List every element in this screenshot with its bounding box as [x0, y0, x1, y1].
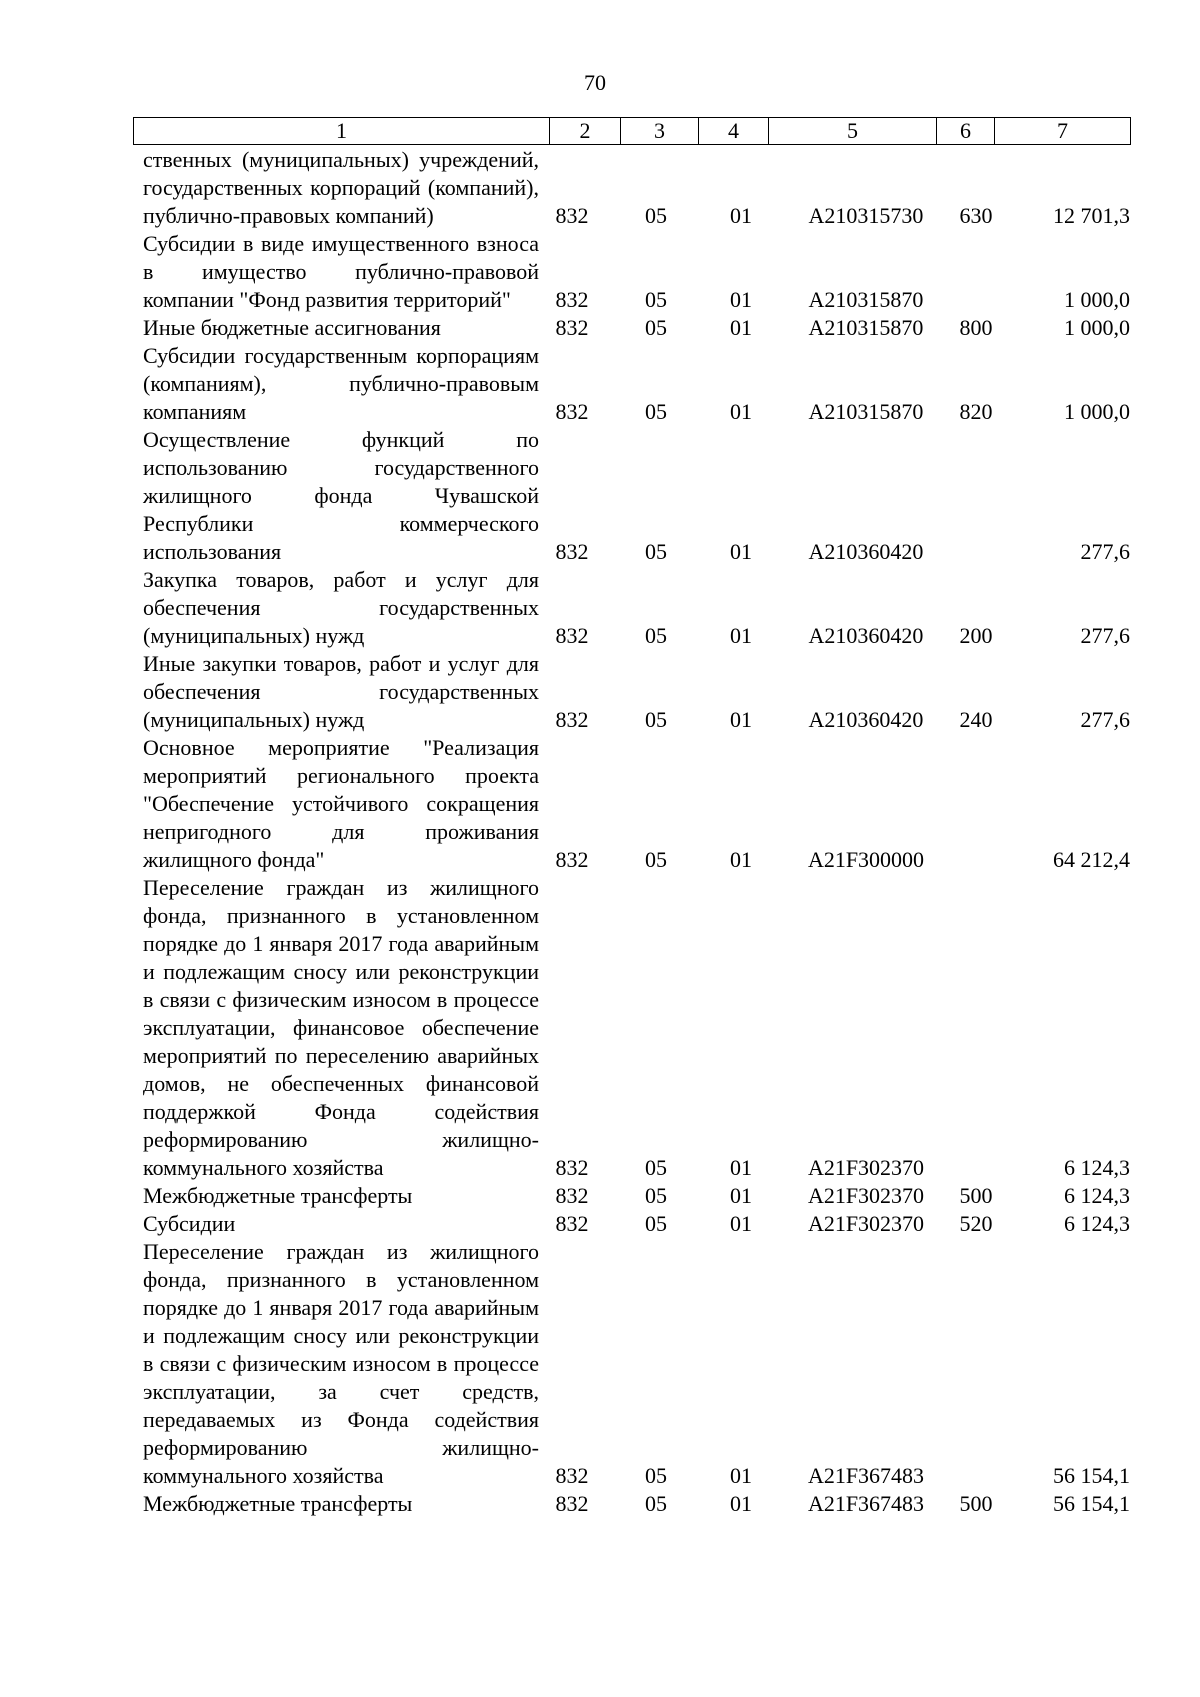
table-row: [143, 1182, 1143, 1210]
row-amount: 1 000,0: [1064, 287, 1130, 312]
row-admin-code: 832: [555, 1183, 589, 1208]
row-admin-code: 832: [555, 1491, 589, 1516]
row-subsection: 01: [730, 707, 752, 732]
row-admin-code: 832: [555, 1155, 589, 1180]
row-section: 05: [645, 1491, 667, 1516]
row-section: 05: [645, 1155, 667, 1180]
row-expense-type: 500: [959, 1183, 993, 1208]
row-name: Субсидии государственным корпорациям (компаниям), публично-правовым компаниям: [143, 343, 539, 424]
row-target-article: А21F300000: [807, 847, 925, 872]
row-target-article: А21F302370: [807, 1183, 925, 1208]
page-number: 70: [584, 70, 606, 95]
column-header-7: 7: [995, 118, 1131, 145]
column-header-5: 5: [769, 118, 937, 145]
row-amount: 1 000,0: [1064, 399, 1130, 424]
row-admin-code: 832: [555, 1463, 589, 1488]
row-amount: 277,6: [1080, 539, 1130, 564]
row-amount: 6 124,3: [1064, 1211, 1130, 1236]
row-name: Субсидии: [143, 1211, 236, 1236]
row-amount: 56 154,1: [1053, 1491, 1130, 1516]
row-target-article: А210315870: [808, 287, 924, 312]
row-target-article: А21F302370: [807, 1211, 925, 1236]
row-section: 05: [645, 203, 667, 228]
table-column-header: [133, 117, 1131, 145]
row-amount: 12 701,3: [1053, 203, 1130, 228]
table-row: [143, 874, 1143, 1182]
table-body: [143, 146, 1143, 1518]
row-admin-code: 832: [555, 707, 589, 732]
row-name: ственных (муниципальных) учреждений, государственных корпораций (компаний), публично-правовых компаний): [143, 147, 539, 228]
row-subsection: 01: [730, 315, 752, 340]
row-amount: 56 154,1: [1053, 1463, 1130, 1488]
row-name: Межбюджетные трансферты: [143, 1491, 413, 1516]
row-subsection: 01: [730, 539, 752, 564]
row-admin-code: 832: [555, 847, 589, 872]
row-target-article: А21F367483: [807, 1491, 925, 1516]
row-subsection: 01: [730, 399, 752, 424]
row-admin-code: 832: [555, 203, 589, 228]
row-subsection: 01: [730, 1155, 752, 1180]
row-expense-type: 630: [959, 203, 993, 228]
table-row: [143, 230, 1143, 314]
row-section: 05: [645, 287, 667, 312]
column-header-6: 6: [937, 118, 995, 145]
row-subsection: 01: [730, 623, 752, 648]
row-section: 05: [645, 1211, 667, 1236]
row-name: Осуществление функций по использованию государственного жилищного фонда Чувашской Республики коммерческого использования: [143, 427, 539, 564]
row-amount: 6 124,3: [1064, 1155, 1130, 1180]
table-row: [143, 426, 1143, 566]
row-subsection: 01: [730, 1463, 752, 1488]
row-section: 05: [645, 1463, 667, 1488]
table-row: [143, 1238, 1143, 1490]
table-row: [143, 1210, 1143, 1238]
row-subsection: 01: [730, 1211, 752, 1236]
row-admin-code: 832: [555, 315, 589, 340]
row-section: 05: [645, 847, 667, 872]
row-target-article: А210360420: [808, 539, 924, 564]
row-expense-type: 520: [959, 1211, 993, 1236]
table-row: [143, 342, 1143, 426]
row-expense-type: 240: [959, 707, 993, 732]
table-row: [143, 1490, 1143, 1518]
row-section: 05: [645, 539, 667, 564]
row-section: 05: [645, 707, 667, 732]
row-target-article: А21F367483: [807, 1463, 925, 1488]
row-section: 05: [645, 623, 667, 648]
row-name: Иные закупки товаров, работ и услуг для обеспечения государственных (муниципальных) нужд: [143, 651, 539, 732]
row-admin-code: 832: [555, 539, 589, 564]
row-name: Переселение граждан из жилищного фонда, признанного в установленном порядке до 1 января 2017 года аварийным и подлежащим сносу или реконструкции в связи с физическим износом в процессе эксплуатации, за счет средств, передаваемых из Фонда содействия реформированию жилищно-коммунального хозяйства: [143, 1239, 539, 1488]
column-header-2: 2: [550, 118, 621, 145]
row-section: 05: [645, 315, 667, 340]
table-row: [143, 566, 1143, 650]
row-admin-code: 832: [555, 399, 589, 424]
table-row: [143, 314, 1143, 342]
row-name: Иные бюджетные ассигнования: [143, 315, 441, 340]
row-name: Закупка товаров, работ и услуг для обеспечения государственных (муниципальных) нужд: [143, 567, 539, 648]
row-name: Межбюджетные трансферты: [143, 1183, 413, 1208]
column-header-3: 3: [621, 118, 699, 145]
row-subsection: 01: [730, 287, 752, 312]
row-expense-type: 500: [959, 1491, 993, 1516]
column-header-4: 4: [699, 118, 769, 145]
row-amount: 64 212,4: [1053, 847, 1130, 872]
row-target-article: А21F302370: [807, 1155, 925, 1180]
row-target-article: А210360420: [808, 623, 924, 648]
row-subsection: 01: [730, 1491, 752, 1516]
table-row: [143, 734, 1143, 874]
row-subsection: 01: [730, 847, 752, 872]
row-name: Переселение граждан из жилищного фонда, признанного в установленном порядке до 1 января 2017 года аварийным и подлежащим сносу или реконструкции в связи с физическим износом в процессе эксплуатации, финансовое обеспечение мероприятий по переселению аварийных домов, не обеспеченных финансовой поддержкой Фонда содействия реформированию жилищно-коммунального хозяйства: [143, 875, 539, 1180]
column-header-1: 1: [134, 118, 550, 145]
row-amount: 277,6: [1080, 707, 1130, 732]
row-target-article: А210360420: [808, 707, 924, 732]
row-expense-type: 200: [959, 623, 993, 648]
row-section: 05: [645, 399, 667, 424]
row-expense-type: 820: [959, 399, 993, 424]
row-amount: 277,6: [1080, 623, 1130, 648]
row-name: Основное мероприятие "Реализация мероприятий регионального проекта "Обеспечение устойчивого сокращения непригодного для проживания жилищного фонда": [143, 735, 539, 872]
row-name: Субсидии в виде имущественного взноса в имущество публично-правовой компании "Фонд развития территорий": [143, 231, 539, 312]
row-section: 05: [645, 1183, 667, 1208]
row-subsection: 01: [730, 203, 752, 228]
row-admin-code: 832: [555, 287, 589, 312]
row-amount: 1 000,0: [1064, 315, 1130, 340]
table-row: [143, 650, 1143, 734]
row-expense-type: 800: [959, 315, 993, 340]
row-admin-code: 832: [555, 1211, 589, 1236]
row-target-article: А210315870: [808, 315, 924, 340]
table-row: [143, 146, 1143, 230]
row-subsection: 01: [730, 1183, 752, 1208]
row-amount: 6 124,3: [1064, 1183, 1130, 1208]
row-target-article: А210315870: [808, 399, 924, 424]
row-target-article: А210315730: [808, 203, 924, 228]
row-admin-code: 832: [555, 623, 589, 648]
